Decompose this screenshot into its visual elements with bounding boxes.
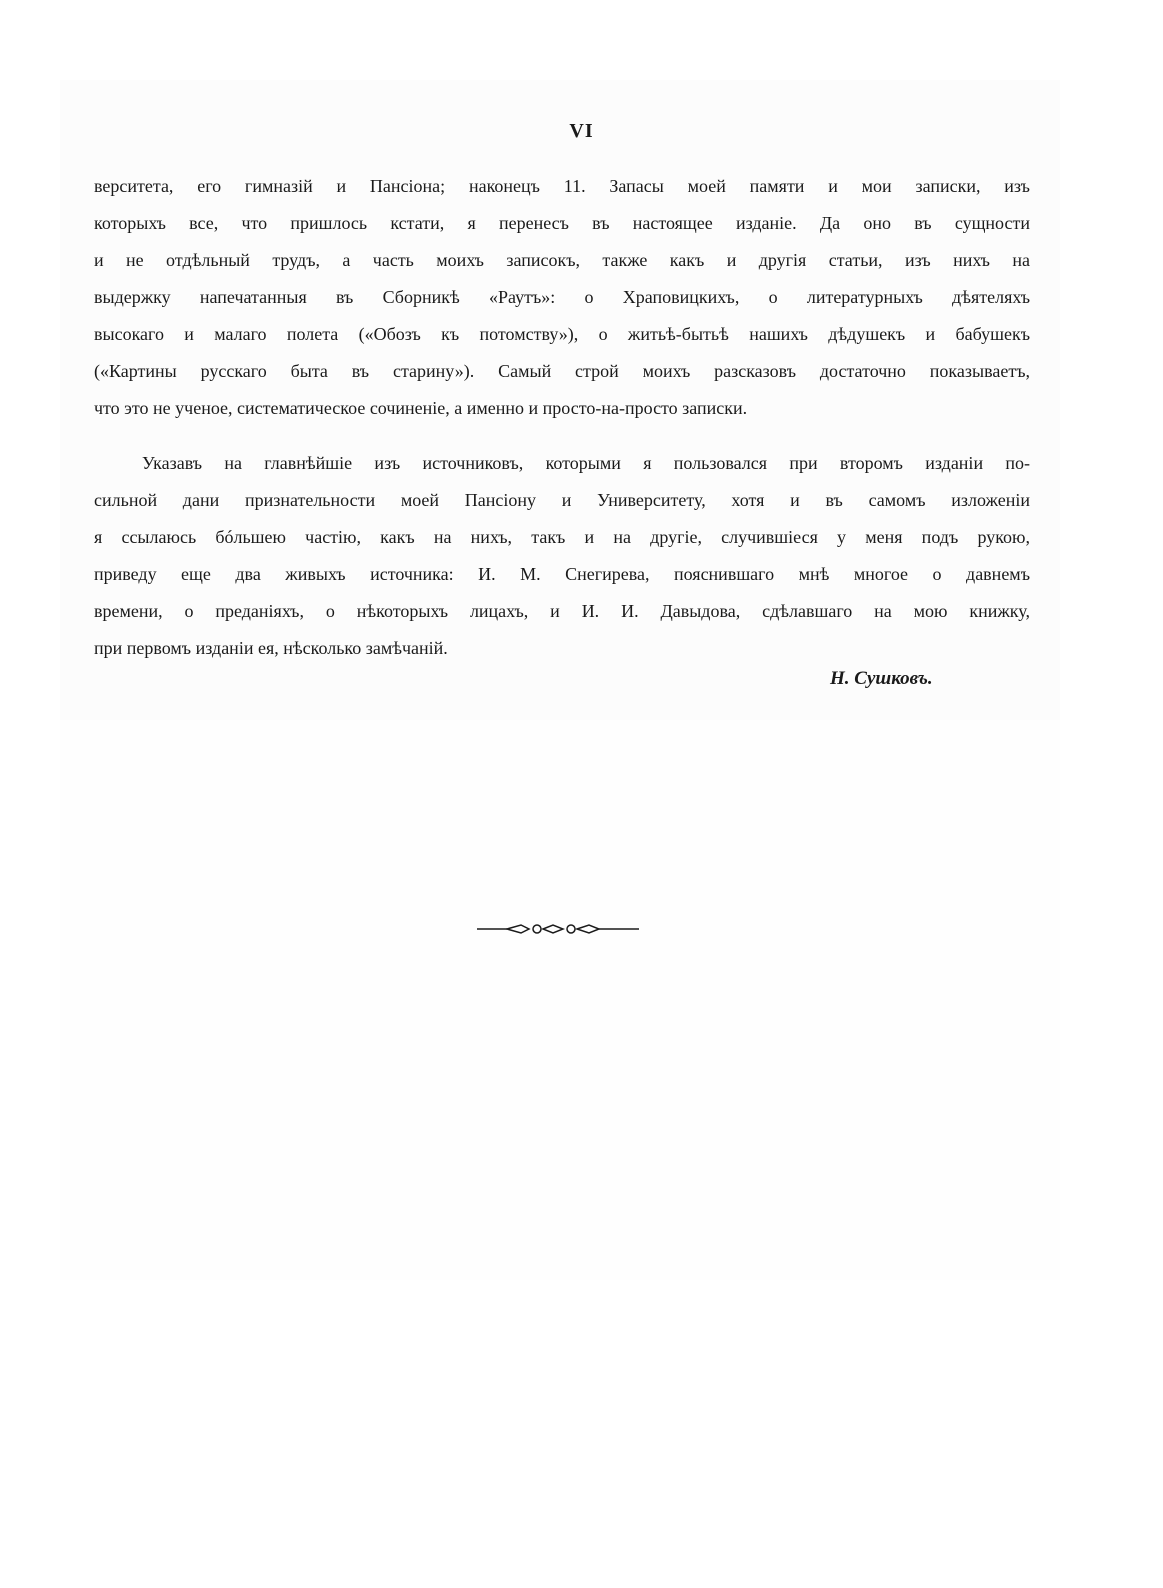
text-line: я ссылаюсь бóльшею частію, какъ на нихъ, такъ и на другіе, случившіеся у меня подъ рукою, [94,527,1030,547]
text-line: которыхъ все, что пришлось кстати, я перенесъ въ настоящее изданіе. Да оно въ сущности [94,213,1030,233]
text-line: и не отдѣльный трудъ, а часть моихъ записокъ, также какъ и другія статьи, изъ нихъ на [94,250,1030,270]
text-line: выдержку напечатанныя въ Сборникѣ «Раутъ»: о Храповицкихъ, о литературныхъ дѣятеляхъ [94,287,1030,307]
paragraph-2 [94,445,1030,667]
text-line: сильной дани признательности моей Пансіону и Университету, хотя и въ самомъ изложеніи [94,490,1030,510]
paragraph-1 [94,168,1030,427]
text-line: высокаго и малаго полета («Обозъ къ потомству»), о житьѣ-бытьѣ нашихъ дѣдушекъ и бабушекъ [94,324,1030,344]
page-number: VI [569,120,594,142]
text-line: верситета, его гимназій и Пансіона; наконецъ 11. Запасы моей памяти и мои записки, изъ [94,176,1030,196]
author-signature: Н. Сушковъ. [830,668,933,689]
text-line: («Картины русскаго быта въ старину»). Самый строй моихъ разсказовъ достаточно показываетъ, [94,361,1030,381]
text-line: при первомъ изданіи ея, нѣсколько замѣчаній. [94,638,448,658]
text-line: Указавъ на главнѣйшіе изъ источниковъ, которыми я пользовался при второмъ изданіи по- [142,453,1030,473]
text-line: времени, о преданіяхъ, о нѣкоторыхъ лицахъ, и И. И. Давыдова, сдѣлавшаго на мою книжку, [94,601,1030,621]
text-line: что это не ученое, систематическое сочиненіе, а именно и просто-на-просто записки. [94,398,748,418]
scanned-page-area-lower [60,720,1060,1280]
scroll-ornament-icon [477,917,639,941]
text-line: приведу еще два живыхъ источника: И. М. Снегирева, пояснившаго мнѣ многое о давнемъ [94,564,1030,584]
